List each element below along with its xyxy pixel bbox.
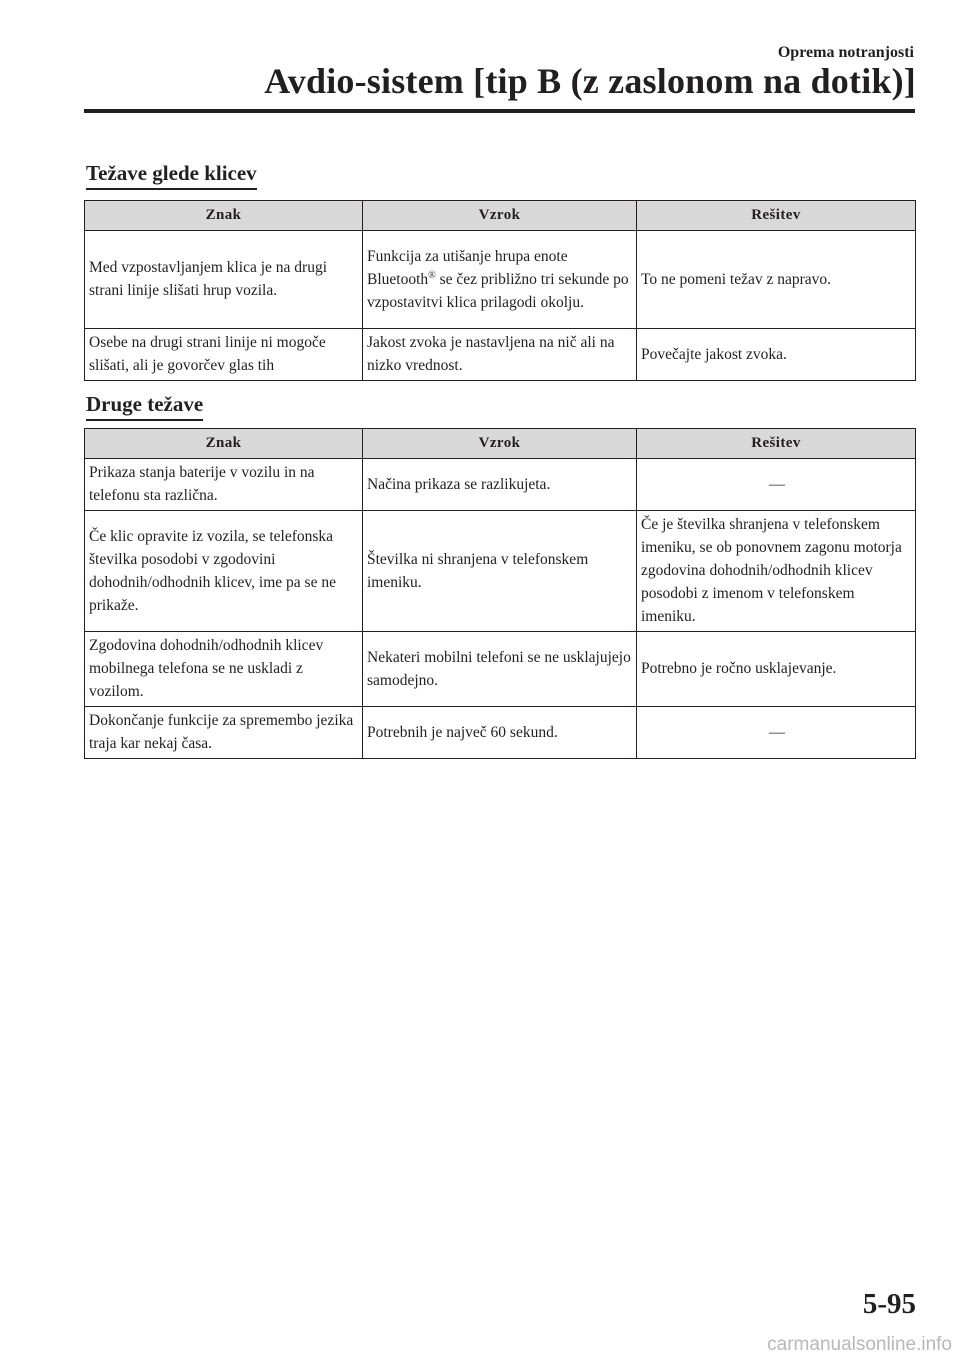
column-header-symptom: Znak: [85, 429, 363, 459]
column-header-solution: Rešitev: [637, 429, 916, 459]
header-divider: [84, 109, 915, 113]
column-header-symptom: Znak: [85, 201, 363, 231]
page-title: Avdio-sistem [tip B (z zaslonom na dotik)]: [264, 61, 916, 101]
column-header-solution: Rešitev: [637, 201, 916, 231]
symptom-cell: Zgodovina dohodnih/odhodnih klicev mobilnega telefona se ne uskladi z vozilom.: [85, 632, 363, 707]
symptom-cell: Prikaza stanja baterije v vozilu in na telefonu sta različna.: [85, 459, 363, 511]
section-label: Oprema notranjosti: [777, 44, 914, 61]
cause-cell: Potrebnih je največ 60 sekund.: [363, 707, 637, 759]
cause-cell: Jakost zvoka je nastavljena na nič ali na nizko vrednost.: [363, 329, 637, 381]
solution-cell: Če je številka shranjena v telefonskem imeniku, se ob ponovnem zagonu motorja zgodovina dohodnih/odhodnih klicev posodobi z imenom v telefonskem imeniku.: [637, 511, 916, 632]
call-problems-table: [84, 200, 916, 381]
column-header-cause: Vzrok: [363, 429, 637, 459]
symptom-cell: Med vzpostavljanjem klica je na drugi strani linije slišati hrup vozila.: [85, 231, 363, 329]
cause-cell: Številka ni shranjena v telefonskem imeniku.: [363, 511, 637, 632]
solution-cell: Potrebno je ročno usklajevanje.: [637, 632, 916, 707]
section-heading-other-problems: Druge težave: [86, 392, 203, 421]
symptom-cell: Če klic opravite iz vozila, se telefonska številka posodobi v zgodovini dohodnih/odhodnih klicev, ime pa se ne prikaže.: [85, 511, 363, 632]
column-header-cause: Vzrok: [363, 201, 637, 231]
registered-mark: ®: [428, 269, 436, 281]
cause-text: Funkcija za utišanje hrupa enote Bluetooth: [367, 247, 568, 288]
table-row: [85, 511, 916, 632]
solution-cell: —: [637, 459, 916, 511]
table-row: [85, 707, 916, 759]
table-row: [85, 231, 916, 329]
table-row: [85, 459, 916, 511]
symptom-cell: Dokončanje funkcije za spremembo jezika traja kar nekaj časa.: [85, 707, 363, 759]
cause-cell: Načina prikaza se razlikujeta.: [363, 459, 637, 511]
table-header-row: [85, 201, 916, 231]
solution-cell: Povečajte jakost zvoka.: [637, 329, 916, 381]
symptom-cell: Osebe na drugi strani linije ni mogoče slišati, ali je govorčev glas tih: [85, 329, 363, 381]
watermark: carmanualsonline.info: [767, 1334, 952, 1355]
cause-cell: [363, 231, 637, 329]
section-heading-call-problems: Težave glede klicev: [86, 161, 257, 190]
page-number: 5-95: [862, 1288, 916, 1320]
table-row: [85, 329, 916, 381]
solution-cell: To ne pomeni težav z napravo.: [637, 231, 916, 329]
table-header-row: [85, 429, 916, 459]
solution-cell: —: [637, 707, 916, 759]
cause-cell: Nekateri mobilni telefoni se ne usklajujejo samodejno.: [363, 632, 637, 707]
table-row: [85, 632, 916, 707]
other-problems-table: [84, 428, 916, 759]
cause-text-continued: se čez približno tri sekunde po vzpostavitvi klica prilagodi okolju.: [367, 270, 629, 311]
